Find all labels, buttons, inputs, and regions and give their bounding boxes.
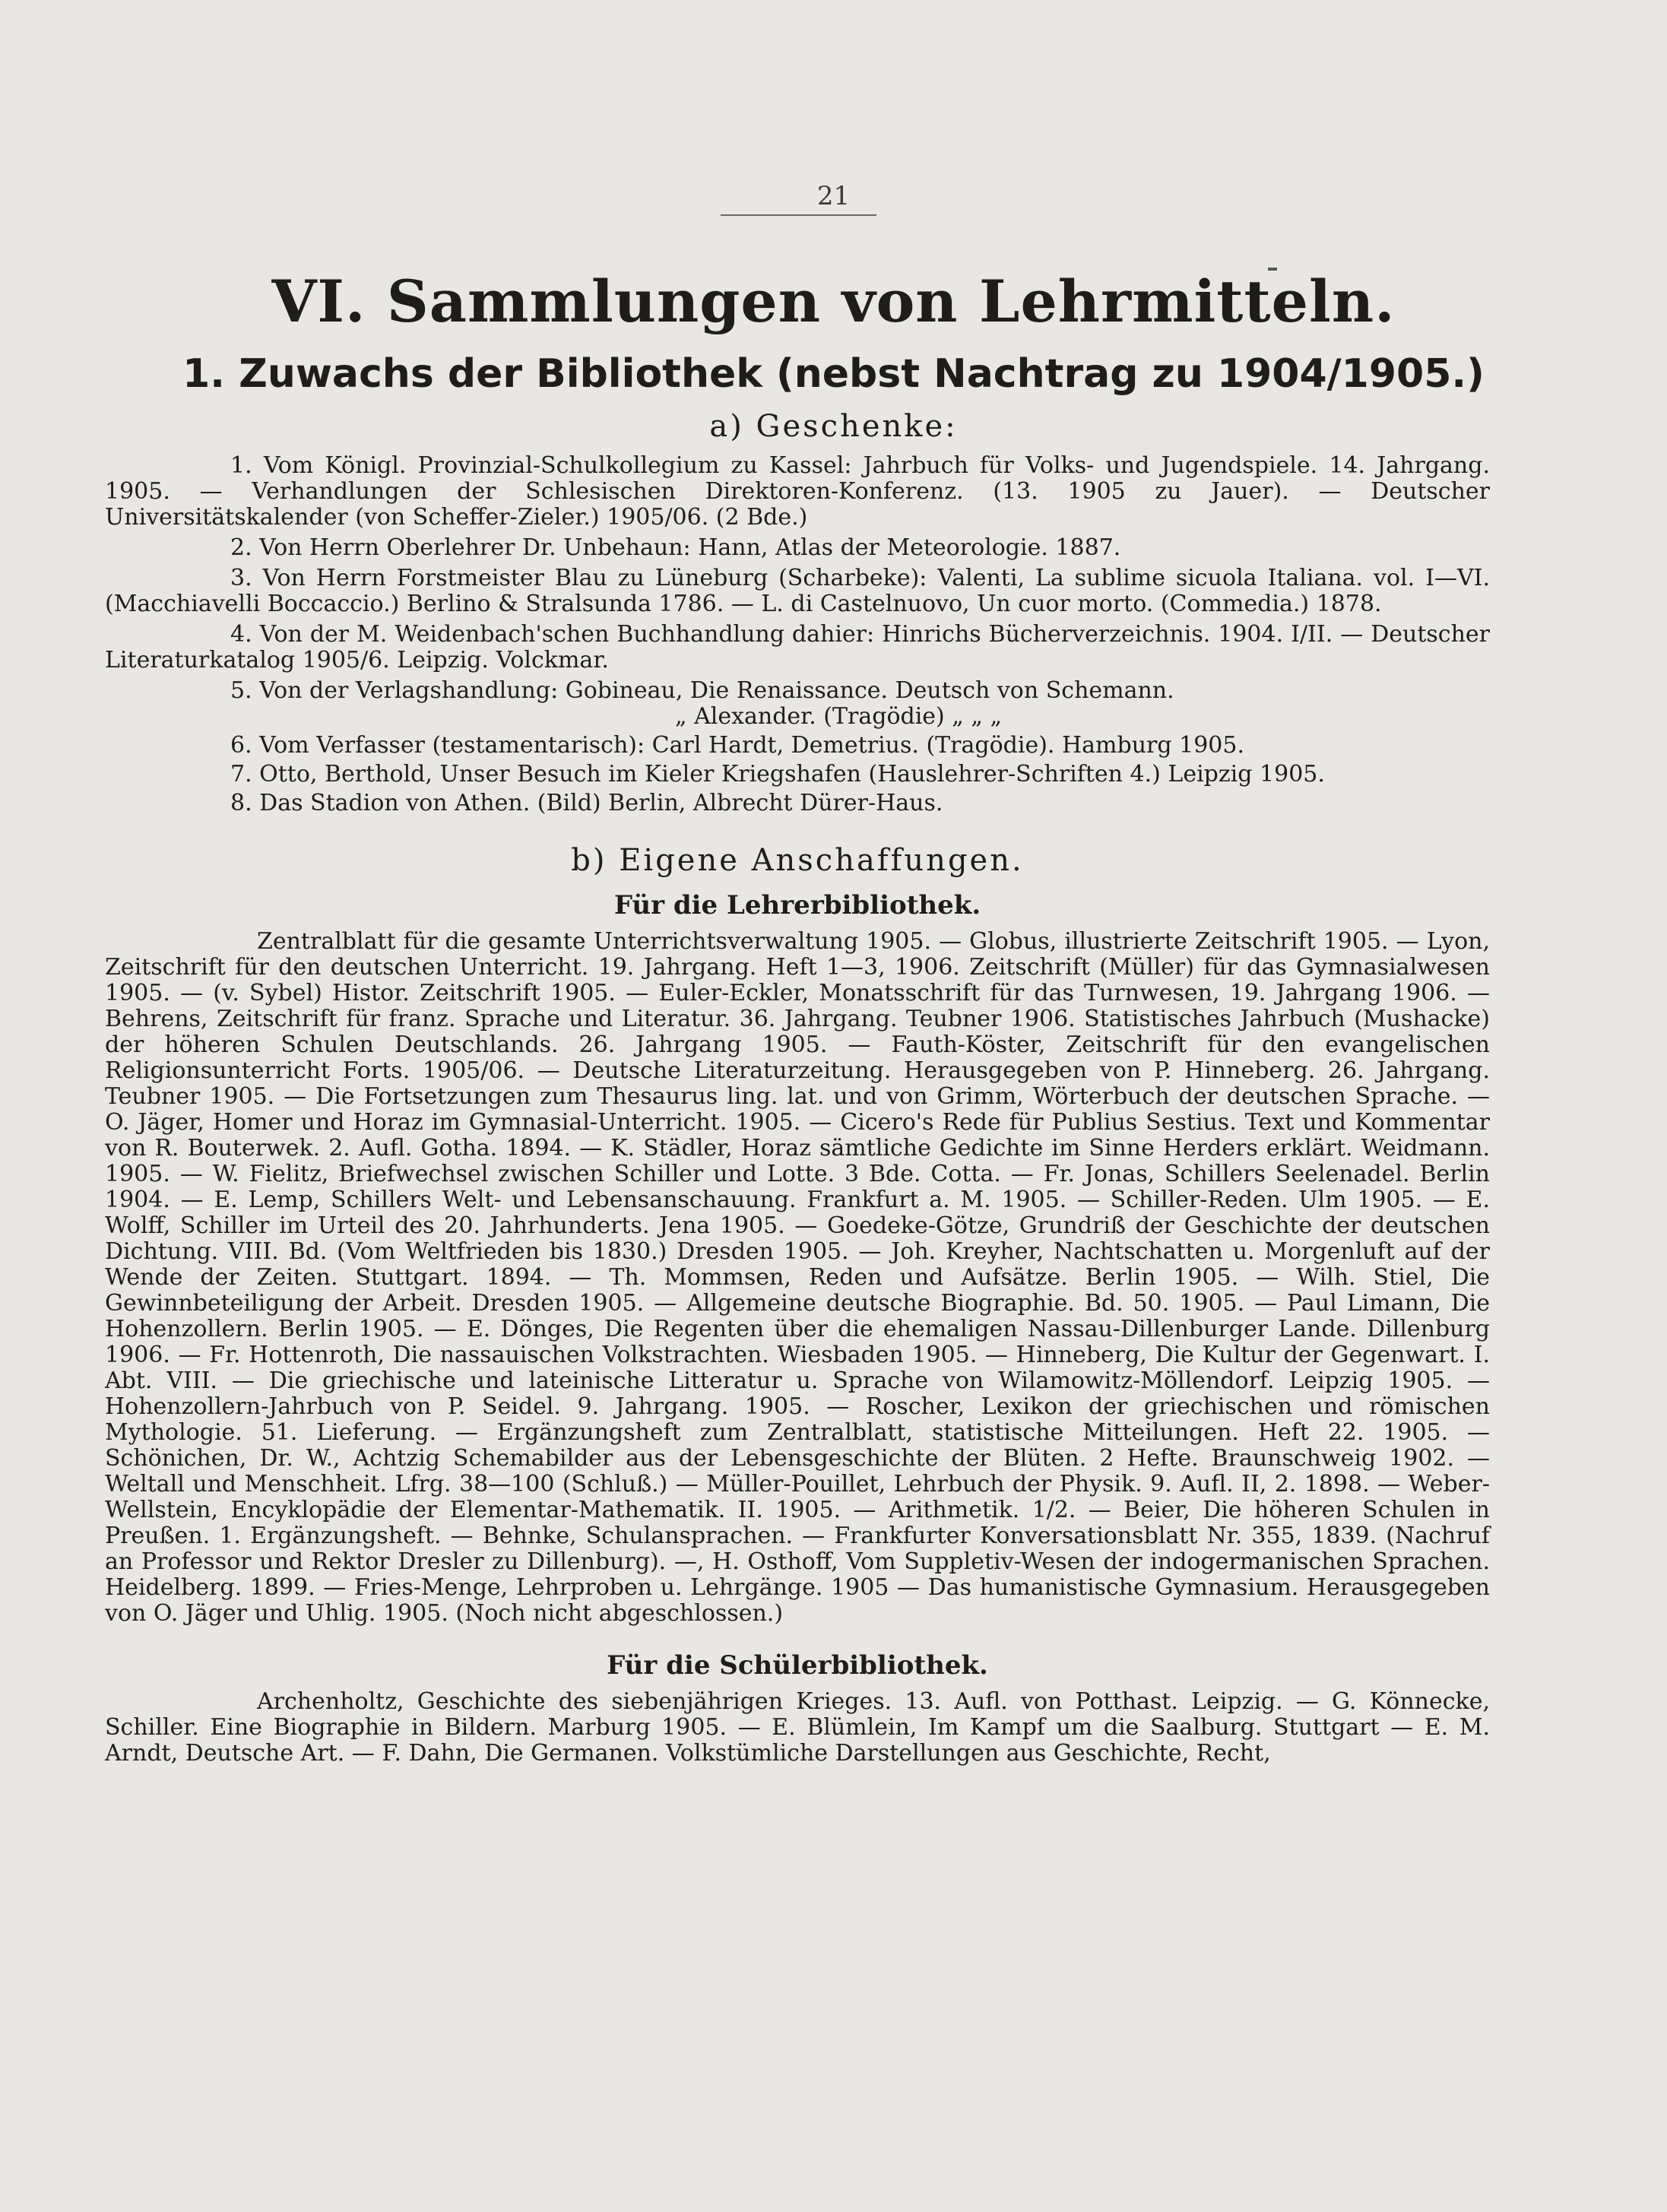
student-library-heading: Für die Schülerbibliothek. <box>607 1650 988 1681</box>
subsection-b-heading: b) Eigene Anschaffungen. <box>571 843 1024 878</box>
teacher-library-heading: Für die Lehrerbibliothek. <box>613 890 981 921</box>
gift-entry-7: 7. Otto, Berthold, Unser Besuch im Kieler Kriegshafen (Hauslehrer-Schriften 4.) Leipzig 1905. <box>230 761 1325 788</box>
gift-entry-4: 4. Von der M. Weidenbach'schen Buchhandlung dahier: Hinrichs Bücherverzeichnis. 1904. I/II. — Deutscher Literaturkatalog 1905/6. Leipzig. Volckmar. <box>105 621 1490 673</box>
gifts-list <box>105 453 1490 1767</box>
teacher-library-text: Zentralblatt für die gesamte Unterrichtsverwaltung 1905. — Globus, illustrierte Zeitschrift 1905. — Lyon, Zeitschrift für den deutschen Unterricht. 19. Jahrgang. Heft 1—3, 1906. Zeitschrift (Müller) für das Gymnasialwesen 1905. — (v. Sybel) Histor. Zeitschrift 1905. — Euler-Eckler, Monatsschrift für das Turnwesen, 19. Jahrgang 1906. — Behrens, Zeitschrift für franz. Sprache und Literatur. 36. Jahrgang. Teubner 1906. Statistisches Jahrbuch (Mushacke) der höheren Schulen Deutschlands. 26. Jahrgang 1905. — Fauth-Köster, Zeitschrift für den evangelischen Religionsunterricht Forts. 1905/06. — Deutsche Literaturzeitung. Herausgegeben von P. Hinneberg. 26. Jahrgang. Teubner 1905. — Die Fortsetzungen zum Thesaurus ling. lat. und von Grimm, Wörterbuch der deutschen Sprache. — O. Jäger, Homer und Horaz im Gymnasial-Unterricht. 1905. — Cicero's Rede für Publius Sestius. Text und Kommentar von R. Bouterwek. 2. Aufl. Gotha. 1894. — K. Städler, Horaz sämtliche Gedichte im Sinne Herders erklärt. Weidmann. 1905. — W. Fielitz, Briefwechsel zwischen Schiller und Lotte. 3 Bde. Cotta. — Fr. Jonas, Schillers Seelenadel. Berlin 1904. — E. Lemp, Schillers Welt- und Lebensanschauung. Frankfurt a. M. 1905. — Schiller-Reden. Ulm 1905. — E. Wolff, Schiller im Urteil des 20. Jahrhunderts. Jena 1905. — Goedeke-Götze, Grundriß der Geschichte der deutschen Dichtung. VIII. Bd. (Vom Weltfrieden bis 1830.) Dresden 1905. — Joh. Kreyher, Nachtschatten u. Morgenluft auf der Wende der Zeiten. Stuttgart. 1894. — Th. Mommsen, Reden und Aufsätze. Berlin 1905. — Wilh. Stiel, Die Gewinnbeteiligung der Arbeit. Dresden 1905. — Allgemeine deutsche Biographie. Bd. 50. 1905. — Paul Limann, Die Hohenzollern. Berlin 1905. — E. Dönges, Die Regenten über die ehemaligen Nassau-Dillenburger Lande. Dillenburg 1906. — Fr. Hottenroth, Die nassauischen Volkstrachten. Wiesbaden 1905. — Hinneberg, Die Kultur der Gegenwart. I. Abt. VIII. — Die griechische und lateinische Litteratur u. Sprache von Wilamowitz-Möllendorf. Leipzig 1905. — Hohenzollern-Jahrbuch von P. Seidel. 9. Jahrgang. 1905. — Roscher, Lexikon der griechischen und römischen Mythologie. 51. Lieferung. — Ergänzungsheft zum Zentralblatt, statistische Mitteilungen. Heft 22. 1905. — Schönichen, Dr. W., Achtzig Schemabilder aus der Lebensgeschichte der Blüten. 2 Hefte. Braunschweig 1902. — Weltall und Menschheit. Lfrg. 38—100 (Schluß.) — Müller-Pouillet, Lehrbuch der Physik. 9. Aufl. II, 2. 1898. — Weber-Wellstein, Encyklopädie der Elementar-Mathematik. II. 1905. — Arithmetik. 1/2. — Beier, Die höheren Schulen in Preußen. 1. Ergänzungsheft. — Behnke, Schulansprachen. — Frankfurter Konversationsblatt Nr. 355, 1839. (Nachruf an Professor und Rektor Dresler zu Dillenburg). —, H. Osthoff, Vom Suppletiv-Wesen der indogermanischen Sprachen. Heidelberg. 1899. — Fries-Menge, Lehrproben u. Lehrgänge. 1905 — Das humanistische Gymnasium. Herausgegeben von O. Jäger und Uhlig. 1905. (Noch nicht abgeschlossen.) <box>105 928 1490 1627</box>
section-heading: 1. Zuwachs der Bibliothek (nebst Nachtrag zu 1904/1905.) <box>182 351 1485 397</box>
gift-entry-6: 6. Vom Verfasser (testamentarisch): Carl Hardt, Demetrius. (Tragödie). Hamburg 1905. <box>230 732 1244 759</box>
student-library-text: Archenholtz, Geschichte des siebenjährigen Krieges. 13. Aufl. von Potthast. Leipzig. — G. Könnecke, Schiller. Eine Biographie in Bildern. Marburg 1905. — E. Blümlein, Im Kampf um die Saalburg. Stuttgart — E. M. Arndt, Deutsche Art. — F. Dahn, Die Germanen. Volkstümliche Darstellungen aus Geschichte, Recht, <box>105 1688 1490 1767</box>
gift-entry-5: 5. Von der Verlagshandlung: Gobineau, Die Renaissance. Deutsch von Schemann. <box>230 677 1174 704</box>
page-number: 21 <box>816 181 851 211</box>
gift-entry-2: 2. Von Herrn Oberlehrer Dr. Unbehaun: Hann, Atlas der Meteorologie. 1887. <box>230 534 1121 561</box>
subsection-a-heading: a) Geschenke: <box>709 409 958 444</box>
gift-entry-1: 1. Vom Königl. Provinzial-Schulkollegium zu Kassel: Jahrbuch für Volks- und Jugendspiele. 14. Jahrgang. 1905. — Verhandlungen der Schlesischen Direktoren-Konferenz. (13. 1905 zu Jauer). — Deutscher Universitätskalender (von Scheffer-Zieler.) 1905/06. (2 Bde.) <box>105 452 1490 531</box>
gift-entry-5-continued: „ Alexander. (Tragödie) „ „ „ <box>675 703 1002 730</box>
gift-entry-8: 8. Das Stadion von Athen. (Bild) Berlin, Albrecht Dürer-Haus. <box>230 790 943 816</box>
page-number-rule <box>721 214 876 216</box>
gift-entry-3: 3. Von Herrn Forstmeister Blau zu Lüneburg (Scharbeke): Valenti, La sublime sicuola Italiana. vol. I—VI. (Macchiavelli Boccaccio.) Berlino & Stralsunda 1786. — L. di Castelnuovo, Un cuor morto. (Commedia.) 1878. <box>105 565 1490 617</box>
main-heading: VI. Sammlungen von Lehrmitteln. <box>271 268 1396 335</box>
